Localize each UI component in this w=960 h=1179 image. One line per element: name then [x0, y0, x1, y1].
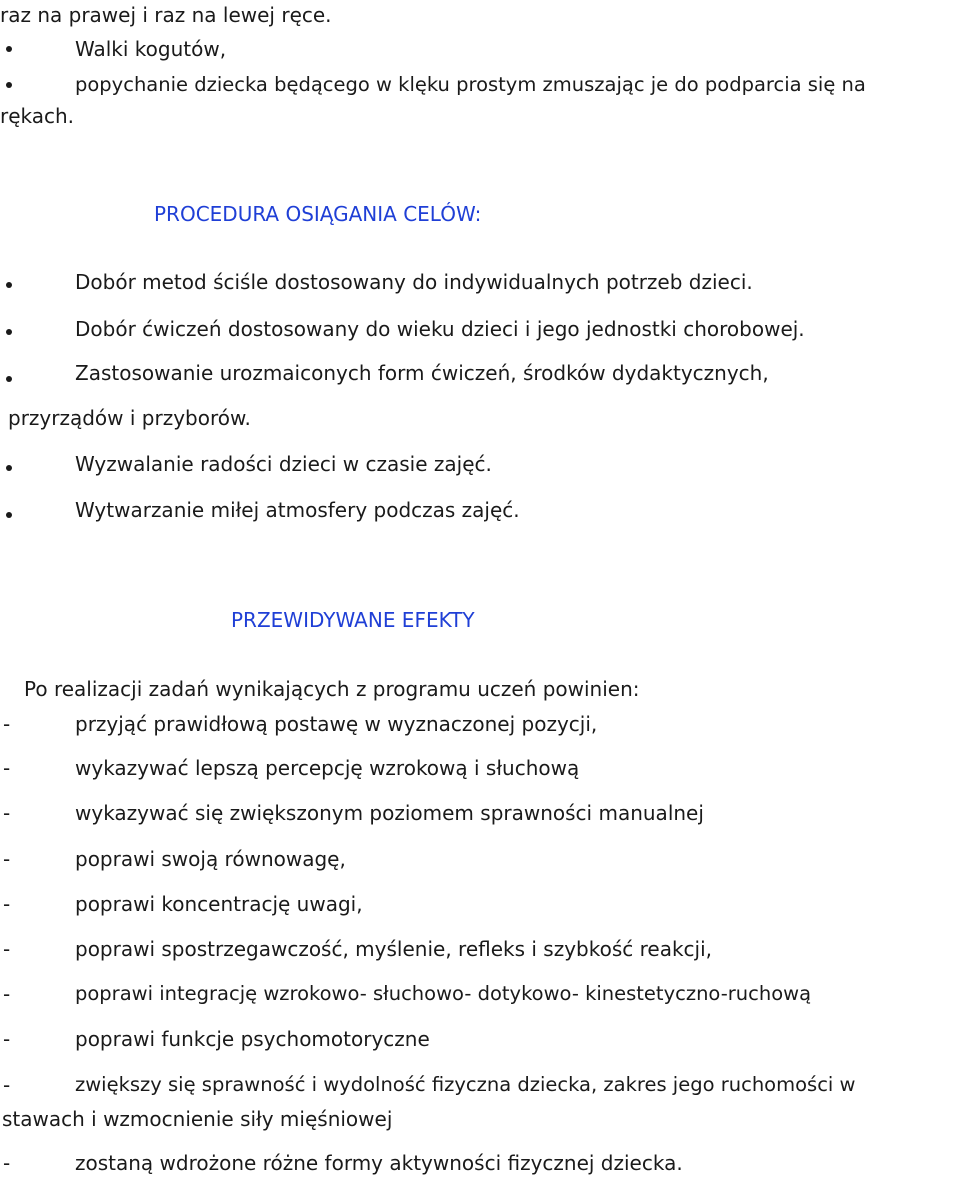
bullet-marker — [6, 82, 12, 88]
bullet-marker — [6, 512, 12, 518]
bullet-marker — [6, 465, 12, 471]
bullet-text: popychanie dziecka będącego w klęku prostym zmuszając je do podparcia się na — [75, 73, 866, 96]
dash-marker: - — [3, 1027, 11, 1051]
dash-marker: - — [3, 712, 11, 736]
section-heading-procedure: PROCEDURA OSIĄGANIA CELÓW: — [154, 202, 482, 226]
dash-marker: - — [3, 1151, 11, 1175]
list-item-text: zwiększy się sprawność i wydolność fizyczna dziecka, zakres jego ruchomości w — [75, 1073, 856, 1096]
list-item-text: poprawi spostrzegawczość, myślenie, refleks i szybkość reakcji, — [75, 937, 713, 961]
dash-marker: - — [3, 937, 11, 961]
bullet-text-wrap: rękach. — [0, 104, 75, 128]
list-item-text: poprawi funkcje psychomotoryczne — [75, 1027, 430, 1051]
list-item-text: poprawi swoją równowagę, — [75, 847, 346, 871]
list-item-text-wrap: stawach i wzmocnienie siły mięśniowej — [2, 1107, 393, 1131]
list-item-text: poprawi koncentrację uwagi, — [75, 892, 363, 916]
list-item-text: zostaną wdrożone różne formy aktywności fizycznej dziecka. — [75, 1151, 683, 1175]
dash-marker: - — [3, 756, 11, 780]
bullet-text: Wytwarzanie miłej atmosfery podczas zajęć. — [75, 498, 520, 522]
dash-marker: - — [3, 847, 11, 871]
continuation-text: raz na prawej i raz na lewej ręce. — [0, 3, 332, 27]
bullet-text: Walki kogutów, — [75, 37, 227, 61]
intro-text: Po realizacji zadań wynikających z programu uczeń powinien: — [24, 677, 640, 701]
list-item-text: poprawi integrację wzrokowo- słuchowo- dotykowo- kinestetyczno-ruchową — [75, 982, 812, 1005]
bullet-marker — [6, 329, 12, 335]
dash-marker: - — [3, 892, 11, 916]
bullet-text: Zastosowanie urozmaiconych form ćwiczeń, środków dydaktycznych, — [75, 361, 769, 385]
list-item-text: przyjąć prawidłową postawę w wyznaczonej pozycji, — [75, 712, 598, 736]
bullet-text: Wyzwalanie radości dzieci w czasie zajęć. — [75, 452, 492, 476]
list-item-text: wykazywać się zwiększonym poziomem sprawności manualnej — [75, 801, 704, 825]
dash-marker: - — [3, 801, 11, 825]
dash-marker: - — [3, 1073, 11, 1097]
bullet-text: Dobór metod ściśle dostosowany do indywidualnych potrzeb dzieci. — [75, 270, 753, 294]
list-item-text: wykazywać lepszą percepcję wzrokową i słuchową — [75, 756, 580, 780]
bullet-marker — [6, 282, 12, 288]
section-heading-effects: PRZEWIDYWANE EFEKTY — [231, 608, 475, 632]
bullet-marker — [6, 376, 12, 382]
bullet-text-wrap: przyrządów i przyborów. — [8, 406, 251, 430]
bullet-text: Dobór ćwiczeń dostosowany do wieku dzieci i jego jednostki chorobowej. — [75, 317, 805, 341]
dash-marker: - — [3, 982, 11, 1006]
bullet-marker — [6, 46, 12, 52]
